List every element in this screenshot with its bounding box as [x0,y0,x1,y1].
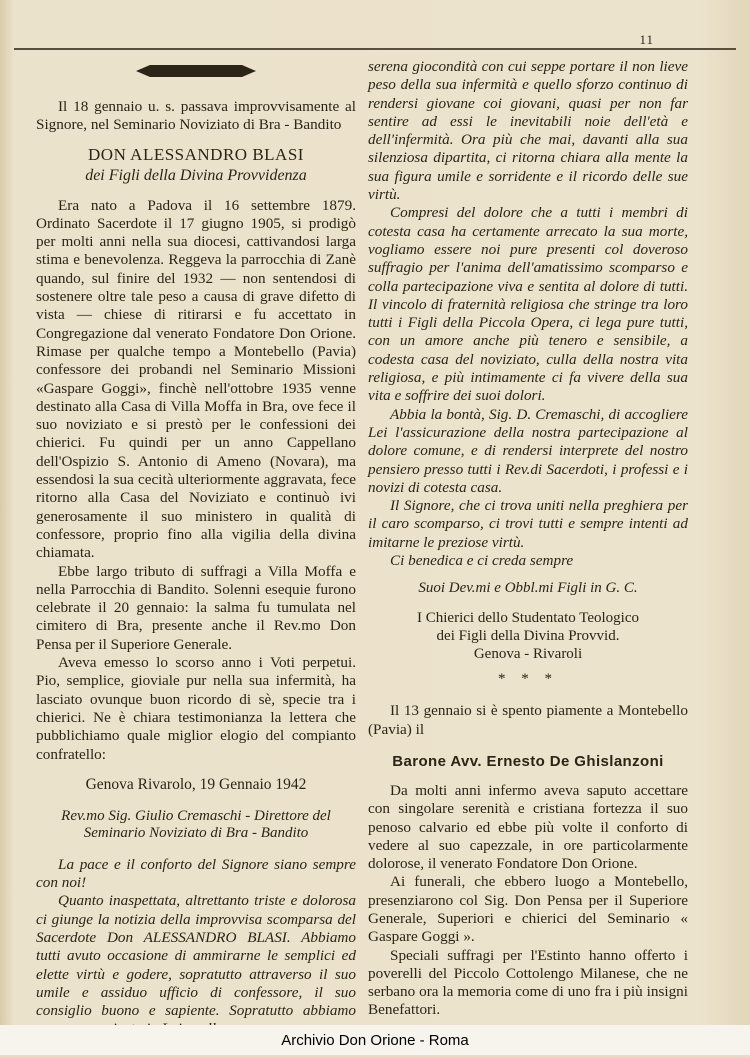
second-obituary-intro: Il 13 gennaio si è spento piamente a Montebello (Pavia) il [368,702,688,738]
biography-paragraph: Era nato a Padova il 16 settembre 1879. Ordinato Sacerdote il 17 giugno 1905, si prodigò per molti anni nella sua diocesi, cattivandosi larga stima e benevolenza. Reggeva la parrocchia di Zanè quando, sul finire del 1932 — non sentendosi di sostenere oltre tale peso a causa di grave difetto di vista — chiese di ritirarsi e fu accettato in Congregazione dal venerato Fondatore Don Orione. Rimase per qualche tempo a Montebello (Pavia) confessore dei probandi nel Seminario Missioni «Gaspare Goggi», finchè nell'ottobre 1935 venne destinato alla Casa di Villa Moffa in Bra, ove fece il suo noviziato e si prestò per le confessioni dei chierici. Fu quindi per un anno Cappellano dell'Ospizio S. Antonio di Ameno (Novara), ma essendosi la sua cecità ulteriormente aggravata, fece ritorno alla Casa del Noviziato e continuò ivi generosamente il suo ministero in qualità di confessore, proprio fino alla vigilia della divina chiamata. [36,196,356,562]
letter-paragraph: Compresi del dolore che a tutti i membri di cotesta casa ha certamente arrecato la sua morte, vogliamo essere noi pure presenti col doveroso suffragio per l'anima dell'amatissimo scomparso e colla partecipazione viva e sentita al dolore di tutti. Il vincolo di fraternità religiosa che stringe tra loro tutti i Figli della Piccola Opera, ci lega pure tutti, con un amore anche più tenero e sensibile, a codesta casa del noviziato, culla della nostra vita religiosa, e più intimamente ci fa vivere della sua vita e soffrire dei suoi dolori. [368,204,688,405]
letter-paragraph: Il Signore, che ci trova uniti nella preghiera per il caro scomparso, ci trovi tutti e sempre intenti ad imitarne le preziose virtù. [368,497,688,551]
letter-closing: Ci benedica e ci creda sempre [390,552,574,570]
obituary-name: DON ALESSANDRO BLASI [88,144,304,164]
top-rule [14,48,736,50]
second-obituary-paragraph: Da molti anni infermo aveva saputo accettare con singolare serenità e cristiana fortezza il suo penoso calvario ed ebbe più volte il conforto di vedere al suo capezzale, in ore particolarmente dolorose, il venerato Fondatore Don Orione. [368,781,688,873]
second-obituary-paragraph: Speciali suffragi per l'Estinto hanno offerto i poverelli del Piccolo Cottolengo Milanese, che ne serbano ora la memoria come di uno fra i più insigni Benefattori. [368,946,688,1019]
left-column [36,58,356,1039]
archive-footer: Archivio Don Orione - Roma [281,1032,469,1049]
right-column [368,58,688,1058]
obituary-intro: Il 18 gennaio u. s. passava improvvisamente al Signore, nel Seminario Noviziato di Bra - Bandito [36,98,356,134]
letter-paragraph: Abbia la bontà, Sig. D. Cremaschi, di accogliere Lei l'assicurazione della nostra partecipazione al dolore comune, e di rendersi interprete del nostro pensiero presso tutti i Rev.di Sacerdoti, i professi e i novizi di cotesta casa. [368,405,688,496]
mourning-ornament-icon [136,64,256,78]
letter-signers [368,609,688,663]
letter-paragraph: Quanto inaspettata, altrettanto triste e dolorosa ci giunge la notizia della improvvisa scomparsa del Sacerdote Don ALESSANDRO BLASI. Abbiamo tutti avuto occasione di ammirarne le semplici ed elette virtù e godere, sopratutto attraverso il suo umile e assiduo ufficio di confessore, il suo consiglio buono e sapiente. Sopratutto abbiamo [36,892,356,1020]
letter-address: Rev.mo Sig. Giulio Cremaschi - Direttore del Seminario Noviziato di Bra - Bandito [61,807,331,841]
biography-paragraph: Aveva emesso lo scorso anno i Voti perpetui. Pio, semplice, gioviale pur nella sua infermità, ha lasciato ovunque buon ricordo di sè, specie tra i chierici. Ne è chiara testimonianza la lettera che pubblichiamo quale miglior elogio del compianto confratello: [36,654,356,763]
letter-signoff: Suoi Dev.mi e Obbl.mi Figli in G. C. [418,580,638,597]
biography-paragraph: Ebbe largo tributo di suffragi a Villa Moffa e nella Parrocchia di Bandito. Solenni esequie furono celebrate il 20 gennaio: la salma fu tumulata nel cimitero di Bra, presente anche il Rev.mo Don Pensa per il Superiore Generale. [36,562,356,653]
letter-dateline: Genova Rivarolo, 19 Gennaio 1942 [85,775,307,793]
section-separator: * * * [498,671,558,688]
signers-line: Genova - Rivaroli [473,646,583,663]
second-obituary-name: Barone Avv. Ernesto De Ghislanzoni [392,752,664,770]
second-obituary-paragraph: Ai funerali, che ebbero luogo a Montebello, presenziarono col Sig. Don Pensa per il Superiore Generale, Superiori e chierici del Seminario « Gaspare Goggi ». [368,873,688,946]
obituary-subtitle: dei Figli della Divina Provvidenza [85,166,307,184]
page-number: 11 [639,32,654,47]
signers-line: dei Figli della Divina Provvid. [436,628,620,645]
signers-line: I Chierici dello Studentato Teologico [417,610,639,627]
letter-paragraph: La pace e il conforto del Signore siano sempre con noi! [36,855,356,892]
letter-paragraph: serena giocondità con cui seppe portare il non lieve peso della sua infermità e quello sforzo continuo di rendersi giovane coi giovani, quasi per non far sentire ad essi le inevitabili noie dell'età e dell'infermità. Ora più che mai, davanti alla sua silenziosa dipartita, ci ritorna chiara alla mente la sua figura umile e sorridente e il ricordo delle sue virtù. [368,58,688,204]
